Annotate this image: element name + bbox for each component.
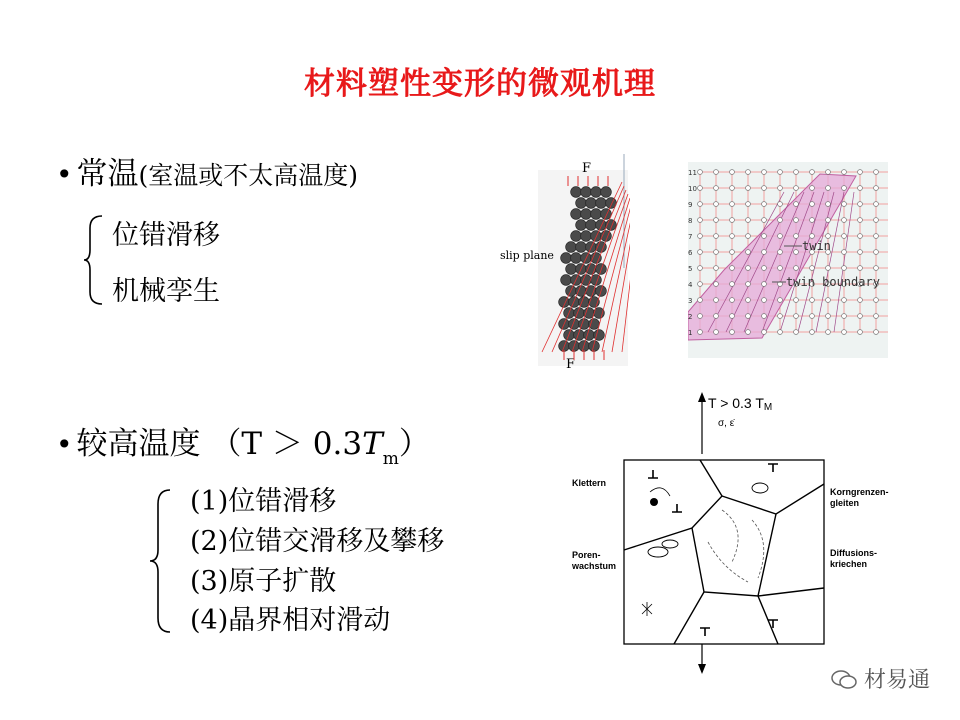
lattice-node — [730, 250, 735, 255]
lattice-node — [714, 314, 719, 319]
atom — [586, 220, 597, 231]
lattice-node — [698, 202, 703, 207]
lattice-node — [874, 202, 879, 207]
lattice-node — [842, 218, 847, 223]
lattice-node — [778, 202, 783, 207]
atom — [581, 231, 592, 242]
lattice-node — [874, 170, 879, 175]
lattice-node — [810, 330, 815, 335]
lattice-node — [698, 170, 703, 175]
force-label-top: F — [582, 161, 592, 176]
lattice-node — [858, 186, 863, 191]
lattice-node — [714, 282, 719, 287]
figure-condition-sub: M — [763, 402, 773, 413]
atom — [576, 220, 587, 231]
lattice-node — [762, 298, 767, 303]
lattice-node — [826, 186, 831, 191]
lattice-node — [714, 330, 719, 335]
lattice-node — [714, 250, 719, 255]
lattice-node — [762, 170, 767, 175]
bullet-dot: • — [56, 428, 73, 461]
lattice-node — [762, 186, 767, 191]
lattice-node — [826, 202, 831, 207]
lattice-node — [826, 314, 831, 319]
atom — [589, 319, 600, 330]
lattice-node — [842, 330, 847, 335]
wechat-icon — [830, 668, 858, 690]
lattice-node — [858, 202, 863, 207]
lattice-node — [858, 170, 863, 175]
figure-condition — [708, 395, 772, 413]
lattice-node — [826, 170, 831, 175]
atom — [581, 187, 592, 198]
lattice-node — [762, 330, 767, 335]
lattice-node — [730, 202, 735, 207]
lattice-node — [730, 266, 735, 271]
lattice-node — [698, 186, 703, 191]
lattice-node — [730, 234, 735, 239]
atom — [601, 187, 612, 198]
brace-1 — [82, 214, 106, 306]
lattice-node — [842, 234, 847, 239]
row-label: 10 — [688, 185, 697, 193]
lattice-node — [746, 186, 751, 191]
lattice-node — [746, 298, 751, 303]
label-korngrenzen-2: gleiten — [830, 498, 860, 508]
lattice-node — [874, 314, 879, 319]
lattice-node — [778, 170, 783, 175]
lattice-node — [842, 186, 847, 191]
lattice-node — [762, 234, 767, 239]
watermark — [830, 663, 930, 694]
lattice-node — [698, 314, 703, 319]
lattice-node — [874, 330, 879, 335]
lattice-node — [778, 218, 783, 223]
atom — [591, 209, 602, 220]
label-diffusion-1: Diffusions- — [830, 548, 877, 558]
lattice-node — [746, 330, 751, 335]
lattice-node — [778, 186, 783, 191]
lattice-node — [778, 250, 783, 255]
lattice-node — [874, 298, 879, 303]
lattice-node — [746, 170, 751, 175]
lattice-node — [794, 250, 799, 255]
lattice-node — [730, 298, 735, 303]
lattice-node — [714, 298, 719, 303]
lattice-node — [842, 266, 847, 271]
force-label-bottom: F — [566, 357, 576, 372]
lattice-node — [874, 218, 879, 223]
lattice-node — [794, 266, 799, 271]
lattice-node — [842, 298, 847, 303]
lattice-node — [746, 282, 751, 287]
brace-2 — [148, 488, 174, 634]
atom — [566, 242, 577, 253]
lattice-node — [794, 202, 799, 207]
lattice-node — [714, 234, 719, 239]
atom — [576, 242, 587, 253]
atom — [581, 209, 592, 220]
top-arrowhead — [698, 392, 706, 402]
lattice-node — [714, 186, 719, 191]
lattice-node — [874, 234, 879, 239]
high-temp-item-2: (2)位错交滑移及攀移 — [190, 526, 445, 557]
lattice-node — [810, 266, 815, 271]
bullet-room-temperature — [56, 154, 358, 196]
lattice-node — [794, 234, 799, 239]
atom — [566, 264, 577, 275]
specimen-outline — [624, 460, 824, 644]
high-temp-mechanism-figure — [572, 392, 904, 678]
lattice-node — [746, 266, 751, 271]
atom — [576, 198, 587, 209]
label-korngrenzen-1: Korngrenzen- — [830, 487, 889, 497]
lattice-node — [778, 266, 783, 271]
lattice-node — [698, 298, 703, 303]
lattice-node — [858, 330, 863, 335]
lattice-node — [874, 266, 879, 271]
row-label: 8 — [688, 217, 693, 225]
watermark-text: 材易通 — [863, 668, 930, 693]
row-label: 7 — [688, 233, 693, 241]
twin-lattice-figure — [688, 162, 888, 358]
lattice-node — [762, 314, 767, 319]
row-label: 11 — [688, 169, 697, 177]
lattice-node — [698, 330, 703, 335]
atom — [561, 253, 572, 264]
room-temp-note: (室温或不太高温度) — [138, 161, 359, 190]
lattice-node — [858, 250, 863, 255]
lattice-node — [810, 218, 815, 223]
label-diffusion-2: kriechen — [830, 559, 868, 569]
lattice-node — [778, 298, 783, 303]
lattice-node — [746, 234, 751, 239]
atom — [571, 231, 582, 242]
twin-boundary-label: twin boundary — [786, 275, 880, 289]
lattice-node — [762, 202, 767, 207]
lattice-node — [810, 234, 815, 239]
lattice-node — [794, 330, 799, 335]
label-poren-1: Poren- — [572, 550, 601, 560]
bullet-dot: • — [56, 158, 73, 191]
lattice-node — [746, 250, 751, 255]
lattice-node — [746, 314, 751, 319]
lattice-node — [874, 250, 879, 255]
lattice-node — [730, 314, 735, 319]
lattice-node — [730, 218, 735, 223]
lattice-node — [714, 170, 719, 175]
room-temp-heading: 常温 — [76, 156, 139, 192]
lattice-node — [810, 298, 815, 303]
lattice-node — [714, 202, 719, 207]
lattice-node — [794, 314, 799, 319]
atom — [571, 209, 582, 220]
condition-close: ） — [398, 426, 430, 462]
lattice-node — [794, 298, 799, 303]
lattice-node — [746, 202, 751, 207]
lattice-node — [826, 234, 831, 239]
row-label: 6 — [688, 249, 693, 257]
atom — [591, 231, 602, 242]
lattice-node — [826, 218, 831, 223]
lattice-node — [778, 234, 783, 239]
lattice-node — [858, 218, 863, 223]
lattice-node — [698, 266, 703, 271]
row-label: 2 — [688, 313, 693, 321]
lattice-node — [698, 250, 703, 255]
bottom-arrowhead — [698, 664, 706, 674]
bullet-high-temperature — [56, 424, 430, 479]
atom — [586, 198, 597, 209]
atom — [571, 187, 582, 198]
high-temp-item-3: (3)原子扩散 — [190, 566, 337, 597]
condition-open: （T ＞ 0.3 — [210, 426, 363, 462]
slip-plane-label: slip plane — [500, 249, 554, 262]
lattice-node — [858, 266, 863, 271]
lattice-node — [698, 282, 703, 287]
lattice-node — [698, 234, 703, 239]
atom — [581, 275, 592, 286]
row-label: 1 — [688, 329, 693, 337]
lattice-node — [826, 298, 831, 303]
slide-title: 材料塑性变形的微观机理 — [304, 66, 656, 102]
atom — [584, 330, 595, 341]
lattice-node — [858, 234, 863, 239]
room-temp-item-2: 机械孪生 — [112, 276, 220, 307]
row-label: 4 — [688, 281, 693, 289]
row-label: 9 — [688, 201, 693, 209]
row-label: 3 — [688, 297, 693, 305]
lattice-node — [810, 314, 815, 319]
row-label: 5 — [688, 265, 693, 273]
lattice-node — [714, 266, 719, 271]
lattice-node — [778, 330, 783, 335]
slip-plane-figure — [498, 152, 630, 374]
high-temp-item-1: (1)位错滑移 — [190, 486, 337, 517]
lattice-node — [730, 186, 735, 191]
lattice-node — [746, 218, 751, 223]
lattice-node — [810, 186, 815, 191]
lattice-node — [842, 250, 847, 255]
twin-label: twin — [802, 239, 831, 253]
lattice-node — [794, 186, 799, 191]
figure-condition-text: T > 0.3 T — [708, 395, 764, 411]
lattice-node — [826, 330, 831, 335]
lattice-node — [762, 266, 767, 271]
lattice-node — [858, 314, 863, 319]
label-poren-2: wachstum — [572, 561, 617, 571]
lattice-node — [810, 202, 815, 207]
lattice-node — [842, 202, 847, 207]
atom — [571, 253, 582, 264]
label-klettern: Klettern — [572, 478, 607, 488]
atom — [561, 275, 572, 286]
lattice-node — [778, 314, 783, 319]
lattice-node — [794, 170, 799, 175]
climbing-dislocation-dot — [650, 498, 658, 506]
lattice-node — [842, 170, 847, 175]
lattice-node — [714, 218, 719, 223]
lattice-node — [730, 170, 735, 175]
condition-symbol: T — [362, 426, 383, 462]
lattice-node — [810, 170, 815, 175]
lattice-node — [842, 314, 847, 319]
atom — [596, 198, 607, 209]
atom — [596, 220, 607, 231]
lattice-node — [794, 218, 799, 223]
lattice-node — [730, 282, 735, 287]
atom — [569, 319, 580, 330]
atom — [591, 187, 602, 198]
atom — [591, 253, 602, 264]
lattice-node — [858, 298, 863, 303]
lattice-node — [762, 250, 767, 255]
condition-subscript: m — [382, 449, 399, 469]
lattice-node — [762, 218, 767, 223]
room-temp-item-1: 位错滑移 — [112, 220, 220, 251]
high-temp-item-4: (4)晶界相对滑动 — [190, 605, 391, 636]
figure-axis-label: σ, ε̇ — [718, 418, 735, 429]
lattice-node — [826, 266, 831, 271]
lattice-node — [698, 218, 703, 223]
high-temp-condition — [210, 426, 430, 469]
high-temp-heading: 较高温度 — [76, 426, 201, 462]
lattice-node — [730, 330, 735, 335]
lattice-node — [762, 282, 767, 287]
lattice-node — [874, 186, 879, 191]
